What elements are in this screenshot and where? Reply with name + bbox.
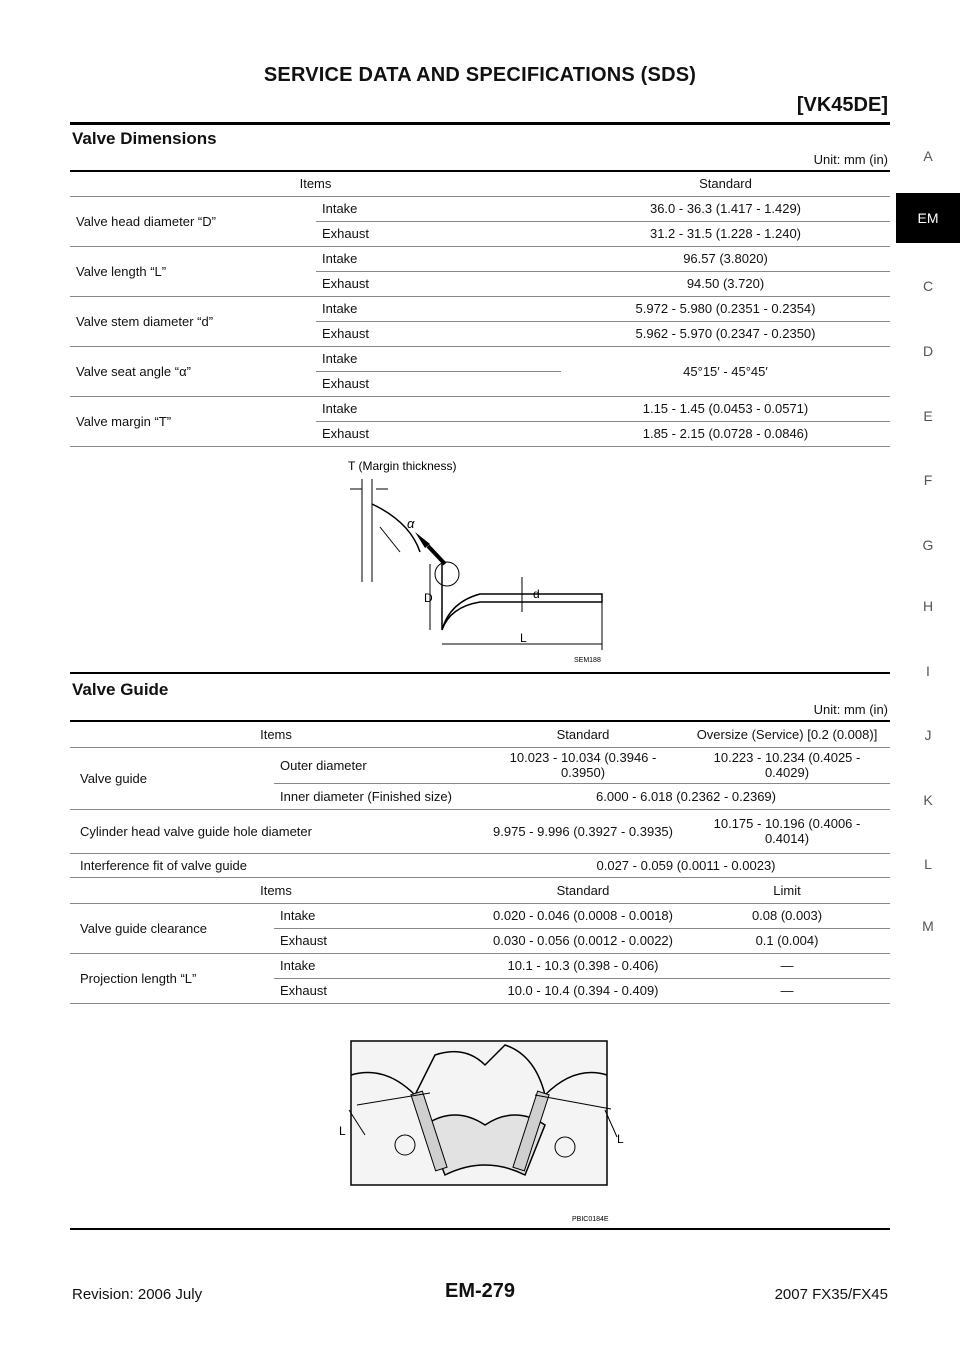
row-item: Interference fit of valve guide <box>70 853 482 877</box>
unit-label: Unit: mm (in) <box>813 702 888 717</box>
table-header-row <box>70 877 890 903</box>
tab-k[interactable]: K <box>923 792 933 808</box>
tab-i[interactable]: I <box>926 663 930 679</box>
row-sub: Intake <box>316 196 561 221</box>
row-value: 0.027 - 0.059 (0.0011 - 0.0023) <box>482 853 890 877</box>
row-value: 10.223 - 10.234 (0.4025 - 0.4029) <box>684 747 890 783</box>
tab-e[interactable]: E <box>923 408 933 424</box>
row-value: 10.023 - 10.034 (0.3946 - 0.3950) <box>482 747 684 783</box>
row-sub: Intake <box>316 346 561 371</box>
figure-caption: T (Margin thickness) <box>348 459 457 473</box>
row-sub: Inner diameter (Finished size) <box>274 783 482 809</box>
row-value: 5.962 - 5.970 (0.2347 - 0.2350) <box>561 321 890 346</box>
row-item: Projection length “L” <box>70 953 274 1003</box>
table-row <box>70 809 890 853</box>
valve-dimension-figure <box>340 452 620 670</box>
row-item: Valve guide clearance <box>70 903 274 953</box>
detail-circle <box>435 562 459 586</box>
row-value: 6.000 - 6.018 (0.2362 - 0.2369) <box>482 783 890 809</box>
tab-l[interactable]: L <box>924 856 932 872</box>
row-value: 1.15 - 1.45 (0.0453 - 0.0571) <box>561 396 890 421</box>
footer-revision: Revision: 2006 July <box>72 1286 203 1303</box>
row-value: 10.0 - 10.4 (0.394 - 0.409) <box>482 978 684 1003</box>
row-value: 9.975 - 9.996 (0.3927 - 0.3935) <box>482 809 684 853</box>
table-header-row <box>70 721 890 747</box>
row-sub: Intake <box>274 903 482 928</box>
figure-code: SEM188 <box>574 657 601 664</box>
tab-em[interactable]: EM <box>896 193 960 243</box>
figure-code: PBIC0184E <box>572 1216 609 1223</box>
col-oversize: Oversize (Service) [0.2 (0.008)] <box>684 721 890 747</box>
row-item: Valve stem diameter “d” <box>70 296 316 346</box>
row-sub: Intake <box>274 953 482 978</box>
tab-g[interactable]: G <box>922 537 934 553</box>
tab-f[interactable]: F <box>923 472 933 488</box>
engine-code: [VK45DE] <box>796 94 888 116</box>
row-value: — <box>684 953 890 978</box>
footer-model: 2007 FX35/FX45 <box>774 1286 888 1303</box>
row-sub: Exhaust <box>316 421 561 446</box>
table-row <box>70 853 890 877</box>
table-row <box>70 903 890 928</box>
projection-label-left: L <box>339 1124 346 1138</box>
row-item: Cylinder head valve guide hole diameter <box>70 809 482 853</box>
col-items: Items <box>70 171 561 196</box>
row-value: 0.030 - 0.056 (0.0012 - 0.0022) <box>482 928 684 953</box>
row-value: 96.57 (3.8020) <box>561 246 890 271</box>
row-value: 0.08 (0.003) <box>684 903 890 928</box>
row-value: 36.0 - 36.3 (1.417 - 1.429) <box>561 196 890 221</box>
table-row <box>70 196 890 221</box>
col-standard: Standard <box>482 877 684 903</box>
row-sub: Outer diameter <box>274 747 482 783</box>
row-item: Valve seat angle “α” <box>70 346 316 396</box>
row-item: Valve head diameter “D” <box>70 196 316 246</box>
section-title-valve-guide: Valve Guide <box>72 680 169 699</box>
seat-line <box>380 527 400 552</box>
section-title-valve-dimensions: Valve Dimensions <box>72 129 217 148</box>
row-value: 31.2 - 31.5 (1.228 - 1.240) <box>561 221 890 246</box>
d-small-label: d <box>533 587 540 601</box>
row-item: Valve length “L” <box>70 246 316 296</box>
row-sub: Exhaust <box>316 221 561 246</box>
row-value: 5.972 - 5.980 (0.2351 - 0.2354) <box>561 296 890 321</box>
row-sub: Exhaust <box>316 371 561 396</box>
length-label: L <box>520 631 527 645</box>
row-value: 45°15′ - 45°45′ <box>561 346 890 396</box>
row-sub: Intake <box>316 296 561 321</box>
row-value: 10.1 - 10.3 (0.398 - 0.406) <box>482 953 684 978</box>
alpha-label: α <box>407 516 415 531</box>
table-header-row <box>70 171 890 196</box>
valve-guide-table <box>70 720 890 1004</box>
pointer-arrow-shaft <box>428 546 445 564</box>
row-value: 1.85 - 2.15 (0.0728 - 0.0846) <box>561 421 890 446</box>
row-value: — <box>684 978 890 1003</box>
row-value: 0.020 - 0.046 (0.0008 - 0.0018) <box>482 903 684 928</box>
row-item: Valve guide <box>70 747 274 809</box>
col-items: Items <box>70 877 482 903</box>
section-divider <box>70 672 890 674</box>
row-sub: Exhaust <box>316 321 561 346</box>
tab-d[interactable]: D <box>922 343 934 359</box>
tab-c[interactable]: C <box>922 278 934 294</box>
valve-dimensions-table <box>70 170 890 447</box>
row-sub: Exhaust <box>274 928 482 953</box>
col-standard: Standard <box>482 721 684 747</box>
col-standard: Standard <box>561 171 890 196</box>
tab-h[interactable]: H <box>922 598 934 614</box>
row-sub: Intake <box>316 246 561 271</box>
table-row <box>70 346 890 371</box>
section-divider <box>70 1228 890 1230</box>
row-item: Valve margin “T” <box>70 396 316 446</box>
row-sub: Intake <box>316 396 561 421</box>
row-value: 94.50 (3.720) <box>561 271 890 296</box>
tab-m[interactable]: M <box>922 918 934 934</box>
unit-label: Unit: mm (in) <box>813 152 888 167</box>
row-value: 0.1 (0.004) <box>684 928 890 953</box>
table-row <box>70 953 890 978</box>
row-value: 10.175 - 10.196 (0.4006 - 0.4014) <box>684 809 890 853</box>
projection-label-right: L <box>617 1132 624 1146</box>
tab-a[interactable]: A <box>923 148 933 164</box>
page-title: SERVICE DATA AND SPECIFICATIONS (SDS) <box>263 64 697 86</box>
col-items: Items <box>70 721 482 747</box>
table-row <box>70 396 890 421</box>
header-rule <box>70 122 890 125</box>
row-sub: Exhaust <box>274 978 482 1003</box>
footer-page-number: EM-279 <box>444 1280 516 1302</box>
table-row <box>70 747 890 783</box>
col-limit: Limit <box>684 877 890 903</box>
d-big-label: D <box>424 591 433 605</box>
table-row <box>70 296 890 321</box>
table-row <box>70 246 890 271</box>
cylinder-head-figure <box>335 1035 635 1225</box>
row-sub: Exhaust <box>316 271 561 296</box>
tab-j[interactable]: J <box>924 727 932 743</box>
